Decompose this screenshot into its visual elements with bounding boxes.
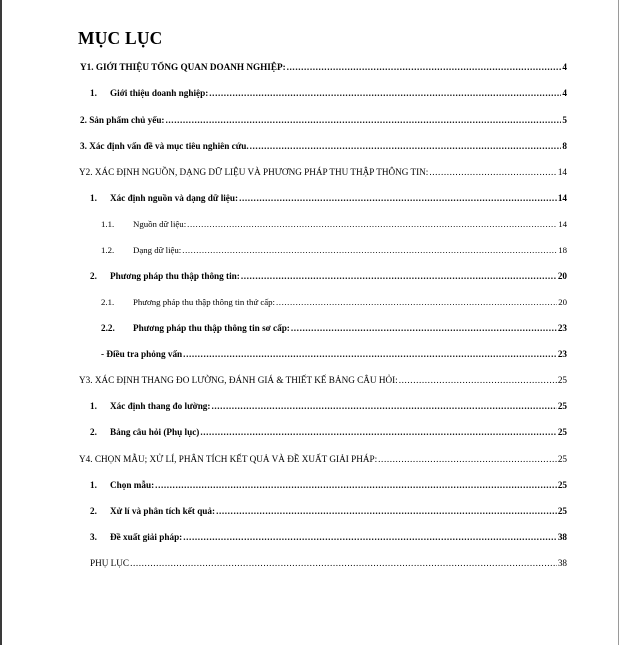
toc-entry-number: 3.: [90, 532, 97, 542]
toc-entry-title: PHỤ LỤC: [90, 558, 130, 568]
toc-entry-title: Dạng dữ liệu:: [133, 245, 182, 255]
toc-page-number: 38: [557, 558, 567, 568]
toc-entry-title: Y4. CHỌN MẪU; XỬ LÍ, PHÂN TÍCH KẾT QUẢ VÀ ĐỀ XUẤT GIẢI PHÁP:: [79, 454, 378, 464]
toc-entry-title: Xác định thang đo lường:: [110, 401, 211, 411]
toc-dot-leader: [429, 166, 556, 178]
toc-entry-number: 1.: [90, 88, 97, 98]
toc-page-number: 23: [557, 323, 567, 333]
toc-entry[interactable]: [101, 322, 567, 334]
toc-dot-leader: [291, 322, 557, 334]
toc-entry-number: 2.: [90, 271, 97, 281]
toc-dot-leader: [399, 374, 557, 386]
toc-entry-number: 1.: [90, 401, 97, 411]
toc-entry-title: 2. Sản phẩm chủ yếu:: [80, 115, 165, 125]
toc-dot-leader: [155, 479, 557, 491]
toc-entry[interactable]: [101, 244, 567, 256]
toc-entry-number: 2.2.: [101, 323, 115, 333]
toc-entry-number: 2.: [90, 506, 97, 516]
toc-entry[interactable]: [90, 479, 567, 491]
toc-entry-number: 1.: [90, 193, 97, 203]
toc-dot-leader: [241, 270, 557, 282]
toc-entry-title: Y3. XÁC ĐỊNH THANG ĐO LƯỜNG, ĐÁNH GIÁ & THIẾT KẾ BẢNG CÂU HỎI:: [79, 375, 398, 385]
toc-page-number: 4: [562, 88, 567, 98]
toc-entry-number: 2.1.: [101, 297, 115, 307]
toc-entry-title: Phương pháp thu thập thông tin sơ cấp:: [133, 323, 290, 333]
toc-page-number: 38: [557, 532, 567, 542]
toc-entry-number: 1.1.: [101, 219, 115, 229]
toc-page-number: 14: [558, 219, 567, 229]
toc-page-number: 25: [557, 427, 567, 437]
toc-entry[interactable]: [90, 557, 567, 569]
toc-page-number: 4: [562, 62, 567, 72]
toc-entry[interactable]: [90, 531, 567, 543]
toc-entry[interactable]: [90, 192, 567, 204]
toc-entry[interactable]: [79, 453, 567, 465]
toc-dot-leader: [211, 400, 556, 412]
toc-dot-leader: [276, 296, 557, 308]
toc-page-number: 20: [557, 271, 567, 281]
toc-page-number: 20: [558, 297, 567, 307]
toc-page-number: 5: [562, 115, 567, 125]
toc-dot-leader: [239, 192, 557, 204]
toc-entry-title: Xác định nguồn và dạng dữ liệu:: [110, 193, 239, 203]
toc-dot-leader: [378, 453, 557, 465]
toc-dot-leader: [130, 557, 557, 569]
toc-entry[interactable]: [90, 426, 567, 438]
toc-entry[interactable]: [101, 296, 567, 308]
toc-page-number: 23: [557, 349, 567, 359]
toc-entry[interactable]: [90, 87, 567, 99]
toc-entry-title: 3. Xác định vấn đề và mục tiêu nghiên cứu.: [80, 141, 249, 151]
toc-dot-leader: [287, 61, 562, 73]
toc-entry-number: 1.: [90, 480, 97, 490]
toc-entry[interactable]: [80, 61, 567, 73]
toc-entry[interactable]: [80, 114, 567, 126]
toc-dot-leader: [200, 426, 556, 438]
toc-entry-title: - Điều tra phỏng vấn: [101, 349, 183, 359]
toc-entry-title: Phương pháp thu thập thông tin thứ cấp:: [133, 297, 275, 307]
toc-entry[interactable]: [101, 348, 567, 360]
toc-page-number: 8: [562, 141, 567, 151]
toc-entry-title: Xử lí và phân tích kết quả:: [110, 506, 216, 516]
toc-entry-number: 1.2.: [101, 245, 115, 255]
toc-page-number: 18: [558, 245, 567, 255]
page-title: MỤC LỤC: [78, 28, 163, 48]
toc-page-number: 25: [557, 401, 567, 411]
toc-page-number: 14: [557, 193, 567, 203]
toc-entry[interactable]: [79, 374, 567, 386]
toc-dot-leader: [250, 140, 562, 152]
toc-entry-title: Giới thiệu doanh nghiệp:: [110, 88, 209, 98]
toc-dot-leader: [187, 218, 557, 230]
toc-page-number: 25: [557, 375, 567, 385]
toc-dot-leader: [209, 87, 561, 99]
toc-dot-leader: [183, 348, 557, 360]
toc-entry[interactable]: [79, 166, 567, 178]
toc-entry-title: Phương pháp thu thập thông tin:: [110, 271, 240, 281]
toc-entry[interactable]: [90, 400, 567, 412]
toc-entry-number: 2.: [90, 427, 97, 437]
toc-entry-title: Y1. GIỚI THIỆU TỔNG QUAN DOANH NGHIỆP:: [80, 62, 286, 72]
toc-entry[interactable]: [90, 505, 567, 517]
toc-dot-leader: [182, 244, 557, 256]
toc-dot-leader: [166, 114, 562, 126]
toc-page-number: 14: [557, 167, 567, 177]
toc-entry[interactable]: [101, 218, 567, 230]
toc-entry[interactable]: [90, 270, 567, 282]
toc-page-number: 25: [557, 506, 567, 516]
toc-entry[interactable]: [80, 140, 567, 152]
toc-entry-title: Y2. XÁC ĐỊNH NGUỒN, DẠNG DỮ LIỆU VÀ PHƯƠNG PHÁP THU THẬP THÔNG TIN:: [79, 167, 429, 177]
toc-dot-leader: [216, 505, 557, 517]
toc-entry-title: Bảng câu hỏi (Phụ lục): [110, 427, 200, 437]
toc-page-number: 25: [557, 480, 567, 490]
toc-entry-title: Chọn mẫu:: [110, 480, 155, 490]
toc-entry-title: Nguồn dữ liệu:: [133, 219, 187, 229]
toc-page-number: 25: [557, 454, 567, 464]
toc-dot-leader: [183, 531, 557, 543]
toc-entry-title: Đề xuất giải pháp:: [110, 532, 183, 542]
